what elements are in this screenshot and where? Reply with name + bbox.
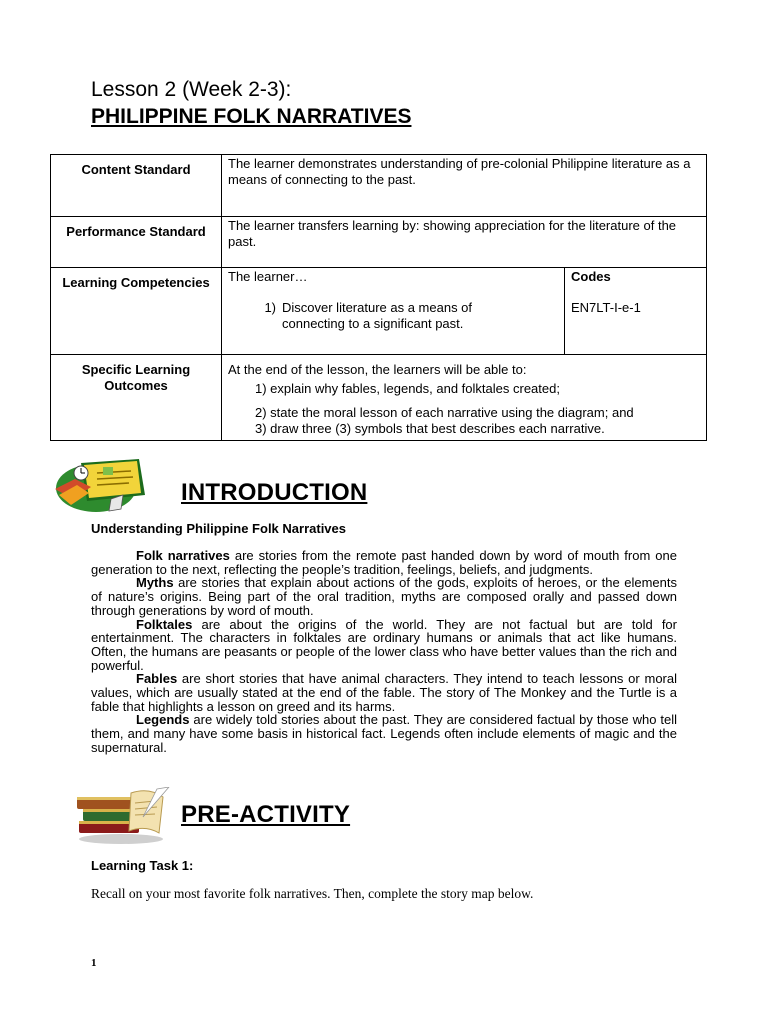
outcome-item: 2) state the moral lesson of each narrative using the diagram; and [255, 405, 634, 420]
classroom-clipart-icon [51, 455, 149, 520]
list-item-number: 1) [264, 300, 276, 315]
learning-task-heading: Learning Task 1: [91, 858, 194, 873]
performance-standard-text: The learner transfers learning by: showing appreciation for the literature of the past. [222, 217, 707, 268]
learning-task-instructions: Recall on your most favorite folk narratives. Then, complete the story map below. [91, 886, 534, 901]
paragraph-folk-narratives [91, 549, 677, 576]
table-row [51, 355, 707, 441]
definition-legends: are widely told stories about the past. They are considered factual by those who tell them, and many have some basis in historical fact. Legends often include elements of magic and the supernatural. [91, 712, 677, 755]
term-folktales: Folktales [136, 616, 193, 632]
paragraph-myths [91, 576, 677, 617]
books-scroll-clipart-icon [73, 787, 173, 850]
paragraph-fables [91, 672, 677, 713]
definition-folktales: are about the origins of the world. They are not factual but are told for entertainment. The characters in folktales are ordinary humans or animals that act like humans. Often, the humans are peasants or people of the lower class who have better values than the rich and powerful. [91, 616, 677, 673]
performance-standard-label: Performance Standard [51, 217, 222, 268]
outcome-item: 1) explain why fables, legends, and folktales created; [255, 381, 560, 396]
codes-label: Codes [571, 269, 611, 284]
specific-outcomes-intro: At the end of the lesson, the learners will be able to: [228, 362, 527, 377]
content-standard-label: Content Standard [51, 155, 222, 217]
introduction-body [91, 549, 677, 755]
pre-activity-heading: PRE-ACTIVITY [181, 801, 351, 828]
competency-code: EN7LT-I-e-1 [571, 300, 641, 315]
introduction-heading: INTRODUCTION [181, 479, 368, 506]
term-myths: Myths [136, 575, 174, 591]
definition-fables: are short stories that have animal characters. They intend to teach lessons or moral values, which are usually stated at the end of the fable. The story of The Monkey and the Turtle is a fable that highlights a lesson on greed and its harms. [91, 671, 677, 714]
lesson-title: Lesson 2 (Week 2-3): [91, 78, 292, 101]
term-folk-narratives: Folk narratives [136, 548, 230, 563]
specific-outcomes-cell [222, 355, 707, 441]
codes-cell [565, 268, 707, 355]
learning-competencies-intro: The learner… [228, 269, 308, 284]
list-item-text: Discover literature as a means of connecting to a significant past. [282, 300, 473, 331]
outcome-item: 3) draw three (3) symbols that best describes each narrative. [255, 421, 605, 436]
term-legends: Legends [136, 712, 190, 728]
paragraph-folktales [91, 618, 677, 673]
paragraph-legends [91, 713, 677, 754]
table-row [51, 268, 707, 355]
standards-table [50, 154, 707, 441]
learning-competencies-cell [222, 268, 565, 355]
introduction-subheading: Understanding Philippine Folk Narratives [91, 521, 346, 536]
definition-folk-narratives: are stories from the remote past handed down by word of mouth from one generation to the next, reflecting the people’s tradition, feelings, beliefs, and judgments. [91, 548, 677, 577]
table-row [51, 217, 707, 268]
learning-competencies-label: Learning Competencies [51, 268, 222, 355]
list-item [228, 300, 558, 332]
page-number: 1 [91, 957, 97, 969]
specific-outcomes-label: Specific Learning Outcomes [51, 355, 222, 441]
term-fables: Fables [136, 671, 178, 687]
content-standard-text: The learner demonstrates understanding of pre-colonial Philippine literature as a means of connecting to the past. [222, 155, 707, 217]
table-row [51, 155, 707, 217]
lesson-subtitle: PHILIPPINE FOLK NARRATIVES [91, 105, 412, 128]
definition-myths: are stories that explain about actions of the gods, exploits of heroes, or the elements of nature’s origins. Being part of the oral tradition, myths are composed orally and passed down through generations by word of mouth. [91, 575, 677, 618]
